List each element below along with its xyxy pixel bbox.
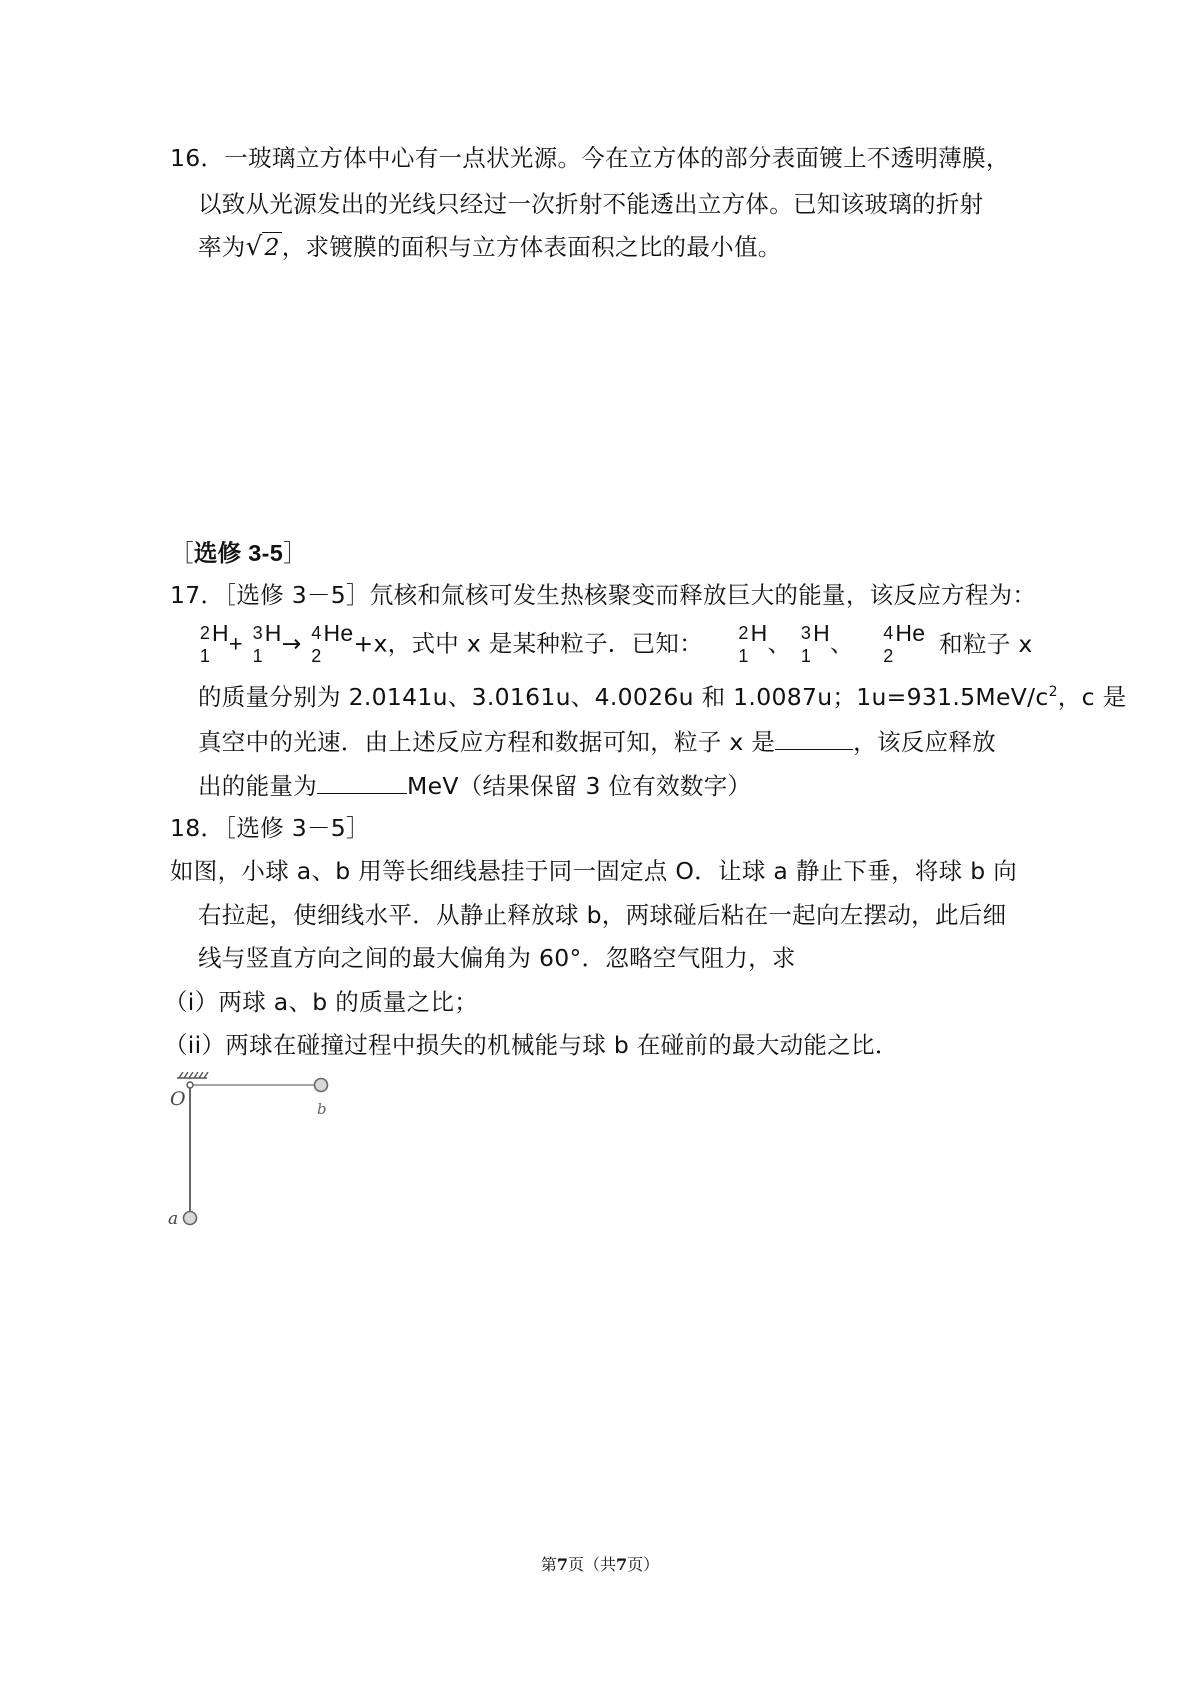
nuclide-symbol: H bbox=[264, 620, 282, 646]
q17-line-5 bbox=[198, 767, 751, 803]
list-nuclide-tritium bbox=[799, 622, 830, 668]
q18-line-1 bbox=[170, 854, 1017, 888]
q18-text-3: 线与竖直方向之间的最大偏角为 60°．忽略空气阻力，求 bbox=[198, 944, 796, 972]
nuclide-mass: 2 bbox=[738, 623, 749, 643]
q17-text-4-post: ，该反应释放 bbox=[853, 728, 996, 756]
q18-part-i-text: （i）两球 a、b 的质量之比； bbox=[164, 988, 479, 1016]
list-nuclide-helium bbox=[881, 622, 925, 668]
nuclide-mass: 3 bbox=[252, 623, 263, 643]
q16-text-3-pre: 率为 bbox=[198, 233, 246, 261]
pendulum-diagram bbox=[165, 1072, 345, 1242]
q17-line-3 bbox=[198, 680, 1126, 714]
section-bracket-close: ］ bbox=[283, 539, 307, 567]
nuclide-symbol: H bbox=[212, 620, 229, 646]
section-bracket-open: ［ bbox=[170, 539, 194, 567]
list-tail: 和粒子 x bbox=[939, 629, 1033, 658]
q18-part-i bbox=[164, 985, 478, 1019]
footer-post: 页） bbox=[627, 1555, 660, 1574]
nuclide-charge: 1 bbox=[800, 646, 812, 666]
q18-part-ii-text: （ii）两球在碰撞过程中损失的机械能与球 b 在碰前的最大动能之比． bbox=[164, 1031, 899, 1059]
footer-pre: 第 bbox=[540, 1555, 557, 1574]
q16-line-3 bbox=[198, 230, 782, 264]
page-footer bbox=[0, 1552, 1200, 1575]
nuclide-charge: 1 bbox=[199, 646, 211, 666]
equation-tail: +x，式中 x 是某种粒子．已知： bbox=[353, 629, 703, 658]
q18-part-ii bbox=[164, 1028, 899, 1062]
ball-a bbox=[184, 1212, 197, 1225]
q17-text-3-pre: 的质量分别为 2.0141u、3.0161u、4.0026u 和 1.0087u；1u=931.5MeV/c bbox=[198, 683, 1049, 711]
q16-line-1 bbox=[170, 141, 1010, 175]
nuclide-symbol: H bbox=[813, 620, 830, 646]
q16-line-2 bbox=[198, 187, 983, 221]
nuclide-mass: 2 bbox=[199, 623, 211, 643]
ceiling-support bbox=[177, 1072, 208, 1078]
list-nuclide-deuterium bbox=[737, 622, 768, 668]
nuclide-charge: 2 bbox=[883, 646, 894, 666]
nuclide-helium bbox=[309, 622, 353, 668]
q17-text-4-pre: 真空中的光速．由上述反应方程和数据可知，粒子 x 是 bbox=[198, 728, 776, 756]
ball-b bbox=[315, 1079, 328, 1092]
nuclide-charge: 2 bbox=[311, 646, 322, 666]
exponent: 2 bbox=[1048, 684, 1058, 700]
q18-line-3 bbox=[198, 941, 796, 975]
label-b: b bbox=[317, 1100, 327, 1118]
nuclide-symbol: He bbox=[895, 620, 926, 646]
section-label: 选修 3-5 bbox=[193, 540, 284, 566]
q18-header-text: 18．［选修 3－5］ bbox=[170, 814, 370, 842]
label-a: a bbox=[168, 1209, 179, 1229]
q16-text-1: 16．一玻璃立方体中心有一点状光源。今在立方体的部分表面镀上不透明薄膜， bbox=[170, 144, 1010, 172]
nuclide-mass: 4 bbox=[883, 623, 894, 643]
q17-text-5-post: MeV（结果保留 3 位有效数字） bbox=[407, 772, 752, 800]
sqrt-sign: √ bbox=[245, 232, 263, 262]
nuclide-mass: 4 bbox=[311, 623, 322, 643]
q17-equation-line bbox=[198, 622, 1033, 672]
footer-total-pages: 7 bbox=[616, 1555, 628, 1574]
answer-blank-energy[interactable] bbox=[317, 767, 407, 794]
sqrt-argument: 2 bbox=[264, 233, 280, 261]
q16-text-3-post: ，求镀膜的面积与立方体表面积之比的最小值。 bbox=[281, 233, 782, 261]
q16-text-2: 以致从光源发出的光线只经过一次折射不能透出立方体。已知该玻璃的折射 bbox=[198, 190, 984, 218]
list-separator: 、 bbox=[767, 629, 792, 658]
pivot-point bbox=[187, 1082, 193, 1088]
section-heading bbox=[170, 536, 307, 570]
q17-text-1: 17．［选修 3－5］氘核和氚核可发生热核聚变而释放巨大的能量，该反应方程为： bbox=[170, 581, 1037, 609]
nuclide-tritium bbox=[251, 622, 282, 668]
nuclide-symbol: H bbox=[750, 620, 768, 646]
q17-text-3-post: ，c 是 bbox=[1057, 683, 1127, 711]
q17-line-1 bbox=[170, 578, 1036, 612]
footer-page-number: 7 bbox=[556, 1555, 568, 1574]
nuclide-deuterium bbox=[198, 622, 229, 668]
nuclide-mass: 3 bbox=[800, 623, 812, 643]
plus-sign: + bbox=[228, 630, 243, 657]
q18-text-1: 如图，小球 a、b 用等长细线悬挂于同一固定点 O．让球 a 静止下垂，将球 b 向 bbox=[170, 857, 1018, 885]
q18-text-2: 右拉起，使细线水平．从静止释放球 b，两球碰后粘在一起向左摆动，此后细 bbox=[198, 901, 1007, 929]
q18-header bbox=[170, 811, 370, 845]
nuclide-charge: 1 bbox=[252, 646, 263, 666]
footer-mid: 页（共 bbox=[567, 1555, 616, 1574]
q17-line-4 bbox=[198, 723, 996, 759]
q17-text-5-pre: 出的能量为 bbox=[198, 772, 317, 800]
list-separator: 、 bbox=[830, 629, 854, 658]
answer-blank-particle[interactable] bbox=[775, 723, 853, 750]
nuclide-symbol: He bbox=[323, 620, 354, 646]
nuclide-charge: 1 bbox=[738, 646, 749, 666]
reaction-arrow: → bbox=[281, 629, 302, 658]
label-O: O bbox=[170, 1088, 186, 1110]
q18-line-2 bbox=[198, 898, 1006, 932]
